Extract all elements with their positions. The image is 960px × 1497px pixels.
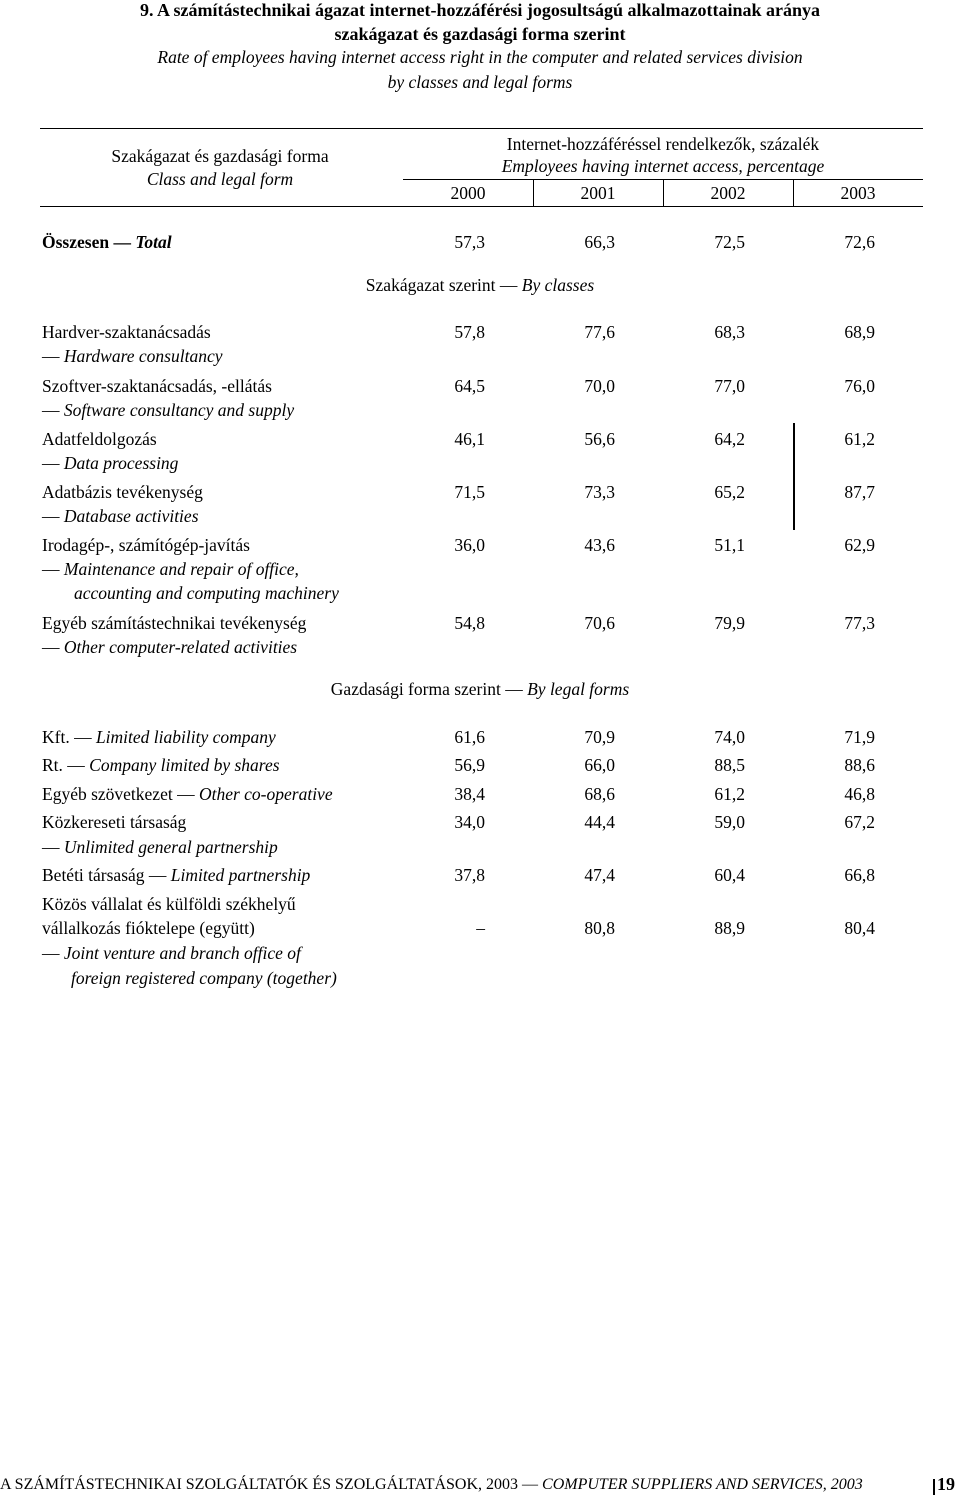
class-value: 77,3 <box>844 613 875 633</box>
class-label-hu: Adatfeldolgozás <box>42 429 157 449</box>
form-value: 61,2 <box>714 784 745 804</box>
class-value: 68,9 <box>844 322 875 342</box>
table-title-hu-2: szakágazat és gazdasági forma szerint <box>334 24 626 44</box>
class-value: 46,1 <box>454 429 485 449</box>
year-header-2000: 2000 <box>450 183 486 203</box>
form-value: 61,6 <box>454 727 485 747</box>
class-label-en-text: Data processing <box>63 453 179 473</box>
form-value: 67,2 <box>844 812 875 832</box>
class-label-en <box>42 559 299 580</box>
em-dash: — <box>522 1476 539 1493</box>
class-value: 65,2 <box>714 482 745 502</box>
form-value: 68,6 <box>584 784 615 804</box>
table-title-en-1: Rate of employees having internet access right in the computer and related services division <box>157 47 803 67</box>
form-label <box>42 784 333 805</box>
form-label-hu: Egyéb szövetkezet <box>42 784 173 804</box>
em-dash: — <box>42 453 60 473</box>
form-label-hu: Betéti társaság <box>42 865 145 885</box>
class-label-en <box>42 453 178 474</box>
form-value: 88,9 <box>714 918 745 938</box>
class-value: 70,0 <box>584 376 615 396</box>
form-value: 80,4 <box>844 918 875 938</box>
form-label-en-text: Joint venture and branch office of <box>63 943 301 963</box>
footer-title-en: COMPUTER SUPPLIERS AND SERVICES, 2003 <box>542 1476 863 1493</box>
stub-header-en: Class and legal form <box>146 169 294 189</box>
em-dash: — <box>42 943 60 963</box>
form-label-hu: Kft. <box>42 727 70 747</box>
class-value: 64,2 <box>714 429 745 449</box>
total-value-2002: 72,5 <box>714 232 745 252</box>
class-value: 76,0 <box>844 376 875 396</box>
class-value: 77,6 <box>584 322 615 342</box>
class-label-en <box>42 506 199 527</box>
total-value-2003: 72,6 <box>844 232 875 252</box>
class-value: 36,0 <box>454 535 485 555</box>
form-value: 70,9 <box>584 727 615 747</box>
total-label-en: Total <box>135 232 172 252</box>
form-value: 38,4 <box>454 784 485 804</box>
form-value: 80,8 <box>584 918 615 938</box>
section-forms-hu: Gazdasági forma szerint <box>330 679 501 699</box>
year-header-2001: 2001 <box>580 183 616 203</box>
footer-title-hu: A SZÁMÍTÁSTECHNIKAI SZOLGÁLTATÓK ÉS SZOLGÁLTATÁSOK, 2003 <box>0 1476 519 1493</box>
form-value: 60,4 <box>714 865 745 885</box>
form-label-hu: Közös vállalat és külföldi székhelyű <box>42 894 296 914</box>
form-label-en: Other co-operative <box>198 784 333 804</box>
class-value: 73,3 <box>584 482 615 502</box>
em-dash: — <box>148 865 167 885</box>
em-dash: — <box>113 232 131 252</box>
section-forms-en: By legal forms <box>527 679 630 699</box>
class-label-en-text: Hardware consultancy <box>63 346 223 366</box>
class-label-hu: Irodagép-, számítógép-javítás <box>42 535 250 555</box>
header-top-rule <box>40 128 923 129</box>
form-value: 34,0 <box>454 812 485 832</box>
class-value: 61,2 <box>844 429 875 449</box>
em-dash: — <box>42 506 60 526</box>
form-value: 66,8 <box>844 865 875 885</box>
form-label-hu-cont: vállalkozás fióktelepe (együtt) <box>42 918 255 938</box>
em-dash: — <box>67 755 85 775</box>
em-dash: — <box>42 559 60 579</box>
class-value: 64,5 <box>454 376 485 396</box>
class-label-hu: Hardver-szaktanácsadás <box>42 322 211 342</box>
class-label-hu: Egyéb számítástechnikai tevékenység <box>42 613 307 633</box>
section-classes-hu: Szakágazat szerint <box>365 275 496 295</box>
form-label-en-text: Unlimited general partnership <box>63 837 278 857</box>
form-value: 88,5 <box>714 755 745 775</box>
class-label-en-cont: accounting and computing machinery <box>74 583 339 603</box>
total-label-hu: Összesen <box>42 232 110 252</box>
form-label <box>42 755 280 776</box>
form-value: 47,4 <box>584 865 615 885</box>
form-label-en: Company limited by shares <box>89 755 280 775</box>
table-title-en-2: by classes and legal forms <box>387 72 573 92</box>
em-dash: — <box>42 837 60 857</box>
form-value: 37,8 <box>454 865 485 885</box>
class-value: 70,6 <box>584 613 615 633</box>
table-title-hu-1: 9. A számítástechnikai ágazat internet-hozzáférési jogosultságú alkalmazottainak aránya <box>140 0 820 20</box>
section-classes-en: By classes <box>521 275 595 295</box>
class-value: 77,0 <box>714 376 745 396</box>
form-value: 74,0 <box>714 727 745 747</box>
form-value: 88,6 <box>844 755 875 775</box>
page-number: 19 <box>937 1474 955 1494</box>
class-label-hu: Adatbázis tevékenység <box>42 482 203 502</box>
form-label-en <box>42 943 301 964</box>
total-value-2001: 66,3 <box>584 232 615 252</box>
class-value: 62,9 <box>844 535 875 555</box>
class-value: 57,8 <box>454 322 485 342</box>
form-value: – <box>476 918 485 938</box>
form-value: 71,9 <box>844 727 875 747</box>
em-dash: — <box>505 679 523 699</box>
page-footer <box>0 1476 863 1494</box>
class-label-hu: Szoftver-szaktanácsadás, -ellátás <box>42 376 272 396</box>
class-label-en-text: Database activities <box>63 506 199 526</box>
em-dash: — <box>42 637 60 657</box>
year-header-2002: 2002 <box>710 183 746 203</box>
year-header-2003: 2003 <box>840 183 876 203</box>
class-label-en-text: Other computer-related activities <box>63 637 298 657</box>
em-dash: — <box>499 275 518 295</box>
total-row-label <box>42 232 172 253</box>
form-value: 44,4 <box>584 812 615 832</box>
class-value: 56,6 <box>584 429 615 449</box>
form-value: 66,0 <box>584 755 615 775</box>
form-value: 59,0 <box>714 812 745 832</box>
class-value: 51,1 <box>714 535 745 555</box>
header-bottom-rule <box>40 206 923 207</box>
class-value: 43,6 <box>584 535 615 555</box>
class-value: 79,9 <box>714 613 745 633</box>
stub-header-hu: Szakágazat és gazdasági forma <box>111 146 329 166</box>
class-label-en <box>42 637 297 658</box>
form-label-en: Limited partnership <box>170 865 311 885</box>
column-group-header-en: Employees having internet access, percentage <box>501 156 825 176</box>
class-label-en <box>42 400 294 421</box>
section-heading-legal-forms <box>0 679 960 700</box>
class-label-en <box>42 346 223 367</box>
vertical-marker-line <box>793 423 795 530</box>
class-label-en-text: Software consultancy and supply <box>63 400 295 420</box>
em-dash: — <box>74 727 92 747</box>
class-value: 68,3 <box>714 322 745 342</box>
form-label-en-cont: foreign registered company (together) <box>71 968 337 988</box>
form-label-en: Limited liability company <box>95 727 276 747</box>
class-value: 54,8 <box>454 613 485 633</box>
form-label <box>42 865 310 886</box>
footer-page-separator <box>933 1479 935 1495</box>
class-label-en-text: Maintenance and repair of office, <box>63 559 299 579</box>
class-value: 87,7 <box>844 482 875 502</box>
form-value: 46,8 <box>844 784 875 804</box>
em-dash: — <box>177 784 195 804</box>
form-value: 56,9 <box>454 755 485 775</box>
em-dash: — <box>42 346 60 366</box>
column-group-header-hu: Internet-hozzáféréssel rendelkezők, százalék <box>506 134 820 154</box>
class-value: 71,5 <box>454 482 485 502</box>
form-label <box>42 727 276 748</box>
section-heading-classes <box>0 275 960 296</box>
total-value-2000: 57,3 <box>454 232 485 252</box>
form-label-hu: Közkereseti társaság <box>42 812 187 832</box>
form-label-hu: Rt. <box>42 755 63 775</box>
em-dash: — <box>42 400 60 420</box>
form-label-en <box>42 837 278 858</box>
